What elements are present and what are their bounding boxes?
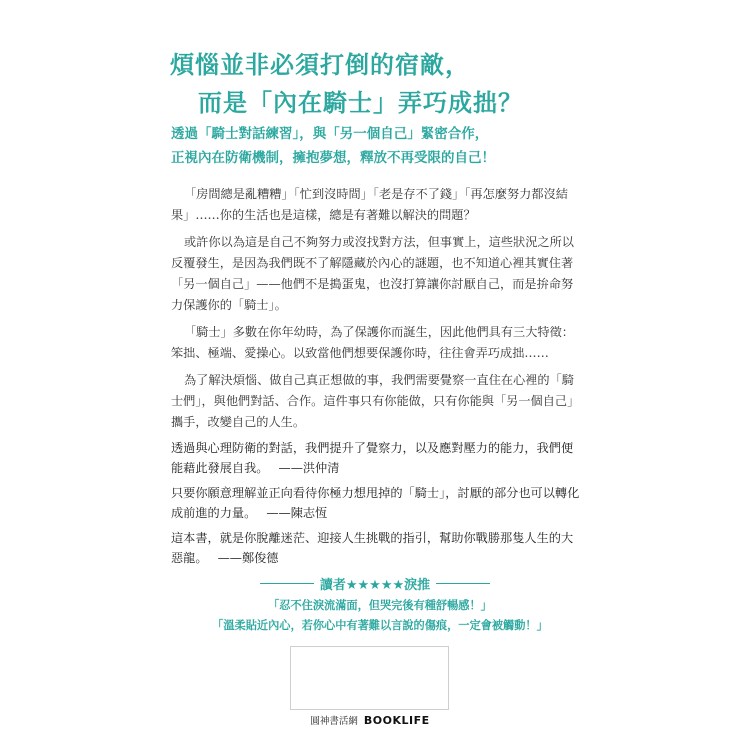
endorsements [171, 438, 581, 573]
barcode-placeholder [290, 646, 449, 710]
divider-right [436, 583, 490, 584]
reader-recommend-label: 讀者★★★★★淚推 [319, 577, 431, 593]
endorsement-item [171, 438, 581, 478]
reader-reviews [170, 596, 590, 636]
body-text [171, 184, 581, 439]
endorsement-author: ——洪仲清 [278, 461, 340, 475]
endorsement-text: 透過與心理防衛的對話，我們提升了覺察力，以及應對壓力的能力，我們便能藉此發展自我。 [171, 441, 574, 475]
body-paragraph: 為了解決煩惱、做自己真正想做的事，我們需要覺察一直住在心裡的「騎士們」，與他們對話、合作。這件事只有你能做，只有你能與「另一個自己」攜手，改變自己的人生。 [171, 373, 580, 429]
subheading-line-2: 正視內在防衛機制，擁抱夢想，釋放不再受限的自己！ [171, 150, 495, 166]
reader-review: 「忍不住淚流滿面，但哭完後有種舒暢感！」 [268, 599, 492, 612]
endorsement-text: 這本書，就是你脫離迷茫、迎接人生挑戰的指引，幫助你戰勝那隻人生的大惡龍。 [171, 531, 574, 565]
reader-recommend-title [260, 573, 490, 593]
headline-line-1: 煩惱並非必須打倒的宿敵， [170, 50, 470, 79]
body-paragraph: 或許你以為這是自己不夠努力或沒找對方法，但事實上，這些狀況之所以反覆發生，是因為我們既不了解隱藏於內心的謎題，也不知道心裡其實住著「另一個自己」——他們不是搗蛋鬼，也沒打算讓你討厭自己，而是拚命努力保護你的「騎士」。 [171, 235, 574, 312]
subheading-line-1: 透過「騎士對話練習」，與「另一個自己」緊密合作， [171, 126, 489, 142]
endorsement-item [171, 483, 581, 523]
booklife-logo: BOOKLIFE [363, 713, 430, 727]
endorsement-item [171, 528, 581, 568]
divider-left [260, 583, 314, 584]
body-paragraph: 「騎士」多數在你年幼時，為了保護你而誕生，因此他們具有三大特徵：笨拙、極端、愛操心。以致當他們想要保護你時，往往會弄巧成拙…… [171, 325, 574, 360]
headline [170, 46, 590, 122]
body-paragraph: 「房間總是亂糟糟」「忙到沒時間」「老是存不了錢」「再怎麼努力都沒結果」……你的生活也是這樣，總是有著難以解決的問題？ [171, 187, 568, 222]
publisher-name: 圓神書活網 [310, 716, 358, 727]
reader-review: 「溫柔貼近內心，若你心中有著難以言說的傷痕，一定會被觸動！」 [212, 619, 548, 632]
headline-line-2: 而是「內在騎士」弄巧成拙？ [198, 88, 523, 117]
subheading [171, 122, 591, 170]
publisher-footer [290, 712, 450, 728]
endorsement-author: ——鄭俊德 [217, 551, 279, 565]
endorsement-text: 只要你願意理解並正向看待你極力想甩掉的「騎士」，討厭的部分也可以轉化成前進的力量。 [171, 486, 580, 520]
endorsement-author: ——陳志恆 [266, 506, 328, 520]
